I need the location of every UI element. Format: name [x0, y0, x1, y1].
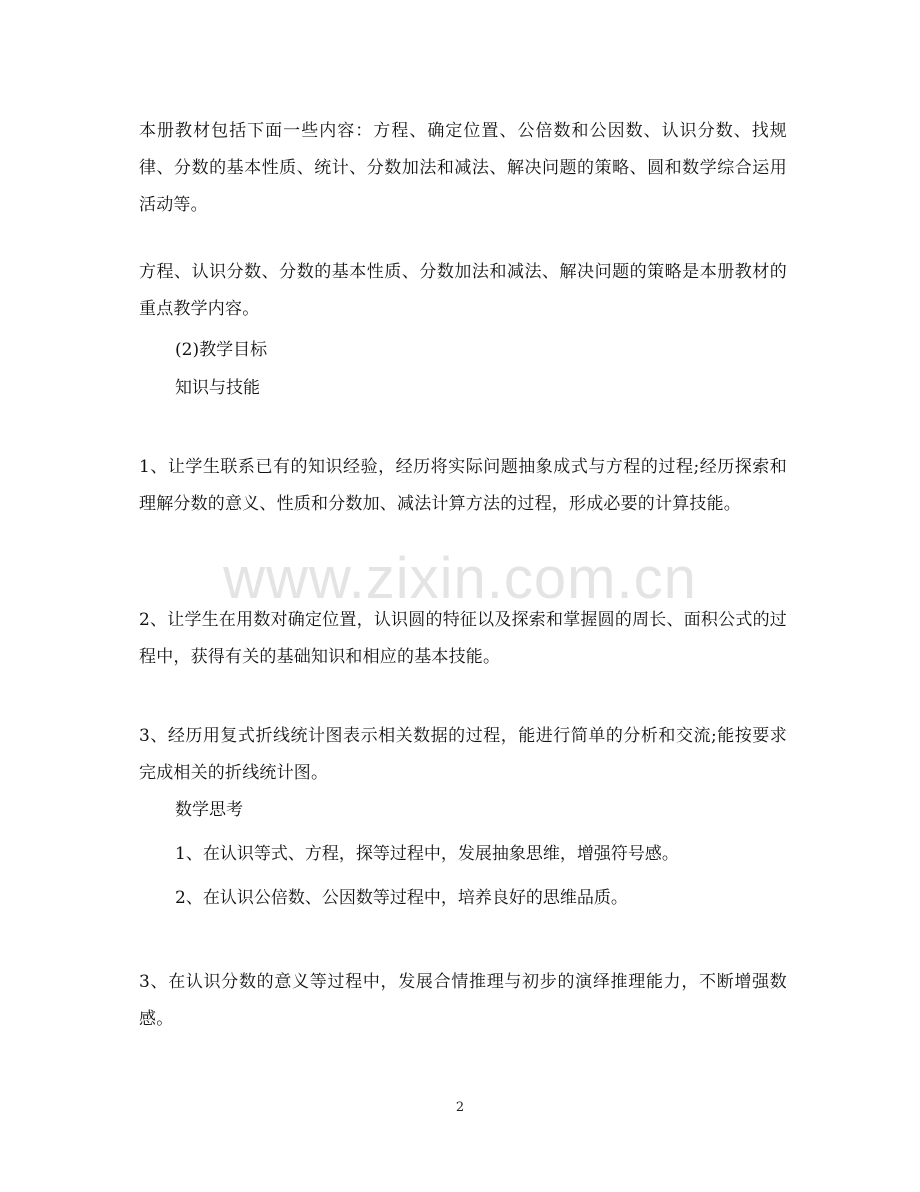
page-number: 2 [455, 1100, 465, 1115]
section-heading-teaching-goals: (2)教学目标 [175, 340, 268, 360]
watermark: www.zixin.com.cn [223, 546, 697, 611]
paragraph-thinking-2: 2、在认识公倍数、公因数等过程中，培养良好的思维品质。 [175, 888, 628, 908]
paragraph-key-content: 方程、认识分数、分数的基本性质、分数加法和减法、解决问题的策略是本册教材的重点教学内容。 [139, 262, 787, 319]
paragraph-goal-3: 3、经历用复式折线统计图表示相关数据的过程，能进行简单的分析和交流;能按要求完成相关的折线统计图。 [139, 726, 787, 783]
subheading-math-thinking: 数学思考 [175, 800, 243, 820]
paragraph-contents-overview: 本册教材包括下面一些内容：方程、确定位置、公倍数和公因数、认识分数、找规律、分数的基本性质、统计、分数加法和减法、解决问题的策略、圆和数学综合运用活动等。 [139, 121, 787, 215]
paragraph-goal-1: 1、让学生联系已有的知识经验，经历将实际问题抽象成式与方程的过程;经历探索和理解分数的意义、性质和分数加、减法计算方法的过程，形成必要的计算技能。 [139, 457, 787, 514]
paragraph-thinking-1: 1、在认识等式、方程，探等过程中，发展抽象思维，增强符号感。 [175, 844, 679, 864]
paragraph-thinking-3: 3、在认识分数的意义等过程中，发展合情推理与初步的演绎推理能力，不断增强数感。 [139, 972, 787, 1029]
paragraph-goal-2: 2、让学生在用数对确定位置，认识圆的特征以及探索和掌握圆的周长、面积公式的过程中，获得有关的基础知识和相应的基本技能。 [139, 610, 787, 667]
subheading-knowledge-skills: 知识与技能 [175, 378, 260, 398]
